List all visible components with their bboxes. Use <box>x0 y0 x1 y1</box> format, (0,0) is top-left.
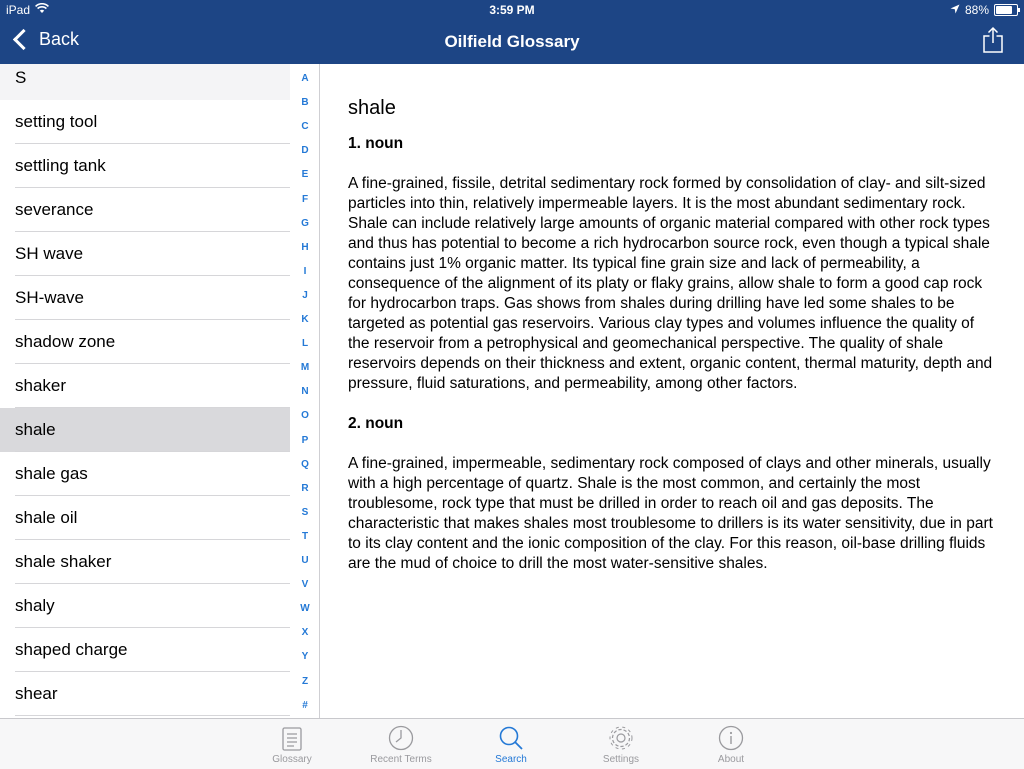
index-letter[interactable]: J <box>302 289 308 301</box>
index-letter[interactable]: Y <box>301 651 309 663</box>
list-item[interactable]: SH wave <box>0 232 290 276</box>
index-letter[interactable]: K <box>301 314 309 325</box>
list-item[interactable]: shadow zone <box>0 320 290 364</box>
tab-glossary[interactable] <box>247 719 337 769</box>
index-letter[interactable]: E <box>301 169 309 181</box>
index-letter[interactable]: V <box>301 579 309 591</box>
nav-bar <box>0 20 1024 64</box>
index-letter[interactable]: W <box>300 603 310 615</box>
tab-settings[interactable] <box>576 719 666 769</box>
list-item[interactable]: shear <box>0 672 290 716</box>
tab-about[interactable] <box>686 719 776 769</box>
status-right <box>950 3 1018 17</box>
list-icon <box>247 719 337 751</box>
section-header: S <box>0 64 290 100</box>
list-item[interactable]: shale oil <box>0 496 290 540</box>
list-items <box>0 100 290 716</box>
status-bar <box>0 0 1024 20</box>
index-letter[interactable]: D <box>301 145 309 157</box>
index-letter[interactable]: # <box>302 699 308 711</box>
battery-icon <box>994 4 1018 16</box>
definition-2-label: 2. noun <box>348 415 404 432</box>
index-letter[interactable]: Z <box>301 675 309 687</box>
list-item[interactable]: shaped charge <box>0 628 290 672</box>
list-item[interactable]: shale <box>0 408 290 452</box>
top-bar <box>0 0 1024 64</box>
index-letter[interactable]: O <box>301 410 309 422</box>
index-letter[interactable]: S <box>301 506 309 518</box>
definition-2-text: A fine-grained, impermeable, sedimentary rock composed of clays and other minerals, usually with a high percentage of quartz. Shale is the most common, and certainly the most troublesome, rock type that must be drilled in order to reach oil and gas deposits. The characteristic that makes shales most troublesome to drillers is its water sensitivity, due in part to its clay content and the ionic composition of the clay. For this reason, oil-base drilling fluids are the mud of choice to drill the most water-sensitive shales. <box>348 455 993 572</box>
index-letter[interactable]: N <box>301 386 309 398</box>
share-button[interactable] <box>982 26 1004 54</box>
list-item[interactable]: SH-wave <box>0 276 290 320</box>
list-item[interactable]: settling tank <box>0 144 290 188</box>
index-letter[interactable]: T <box>301 530 309 542</box>
definition-1-label: 1. noun <box>348 135 404 152</box>
tab-label: Recent Terms <box>370 754 432 765</box>
list-item[interactable]: setting tool <box>0 100 290 144</box>
index-letter[interactable]: B <box>301 97 309 109</box>
term-title: shale <box>348 97 396 119</box>
status-time: 3:59 PM <box>489 3 535 17</box>
info-icon <box>686 719 776 751</box>
battery-fill <box>996 6 1012 14</box>
tab-label: Search <box>495 754 527 765</box>
tab-search[interactable] <box>466 719 556 769</box>
index-letter[interactable]: C <box>301 121 309 133</box>
tab-label: About <box>717 754 745 765</box>
list-item[interactable]: shaly <box>0 584 290 628</box>
term-detail <box>348 96 998 594</box>
list-item[interactable]: shale gas <box>0 452 290 496</box>
page-title: Oilfield Glossary <box>444 32 580 51</box>
tab-label: Glossary <box>272 754 312 765</box>
share-icon <box>982 26 1004 54</box>
list-item[interactable]: severance <box>0 188 290 232</box>
index-letter[interactable]: P <box>301 434 309 446</box>
index-letter[interactable]: A <box>301 73 309 84</box>
index-letter[interactable]: U <box>301 555 309 566</box>
split-divider <box>319 64 320 718</box>
index-letter[interactable]: M <box>300 362 310 374</box>
list-item[interactable]: shale shaker <box>0 540 290 584</box>
index-letter[interactable]: X <box>301 627 309 639</box>
term-list <box>0 64 290 718</box>
definition-1-text: A fine-grained, fissile, detrital sedimentary rock formed by consolidation of clay- and silt-sized particles into thin, relatively impermeable layers. It is the most abundant sedimentary rock. Shale can include relatively large amounts of organic material compared with other rock types and thus has potential to become a rich hydrocarbon source rock, even though a typical shale contains just 1% organic matter. Its typical fine grain size and lack of permeability, a consequence of the alignment of its platy or flaky grains, allow shale to form a good cap rock for hydrocarbon traps. Gas shows from shales during drilling have led some shales to be targeted as potential gas reservoirs. Various clay types and volumes influence the quality of the reservoir from a petrophysical and geomechanical perspective. The quality of shale reservoirs depends on their thickness and extent, organic content, thermal maturity, depth and pressure, fluid saturations, and permeability, among other factors. <box>348 175 993 392</box>
tab-bar <box>0 718 1024 769</box>
search-icon <box>466 719 556 751</box>
gear-icon <box>576 719 666 751</box>
index-letter[interactable]: H <box>301 241 309 253</box>
index-letter[interactable]: I <box>303 265 307 277</box>
clock-icon <box>356 719 446 751</box>
back-label: Back <box>39 29 80 49</box>
tab-label: Settings <box>602 754 640 765</box>
location-arrow-icon <box>950 3 960 17</box>
device-name: iPad <box>6 3 31 17</box>
battery-percent: 88% <box>964 3 989 17</box>
index-letter[interactable]: L <box>301 338 309 350</box>
tab-recent-terms[interactable] <box>356 719 446 769</box>
list-item[interactable]: shaker <box>0 364 290 408</box>
alphabet-index[interactable] <box>290 64 320 718</box>
index-letter[interactable]: Q <box>301 458 309 470</box>
index-letter[interactable]: F <box>301 193 309 205</box>
index-letter[interactable]: G <box>301 217 309 229</box>
index-letter[interactable]: R <box>301 482 309 494</box>
